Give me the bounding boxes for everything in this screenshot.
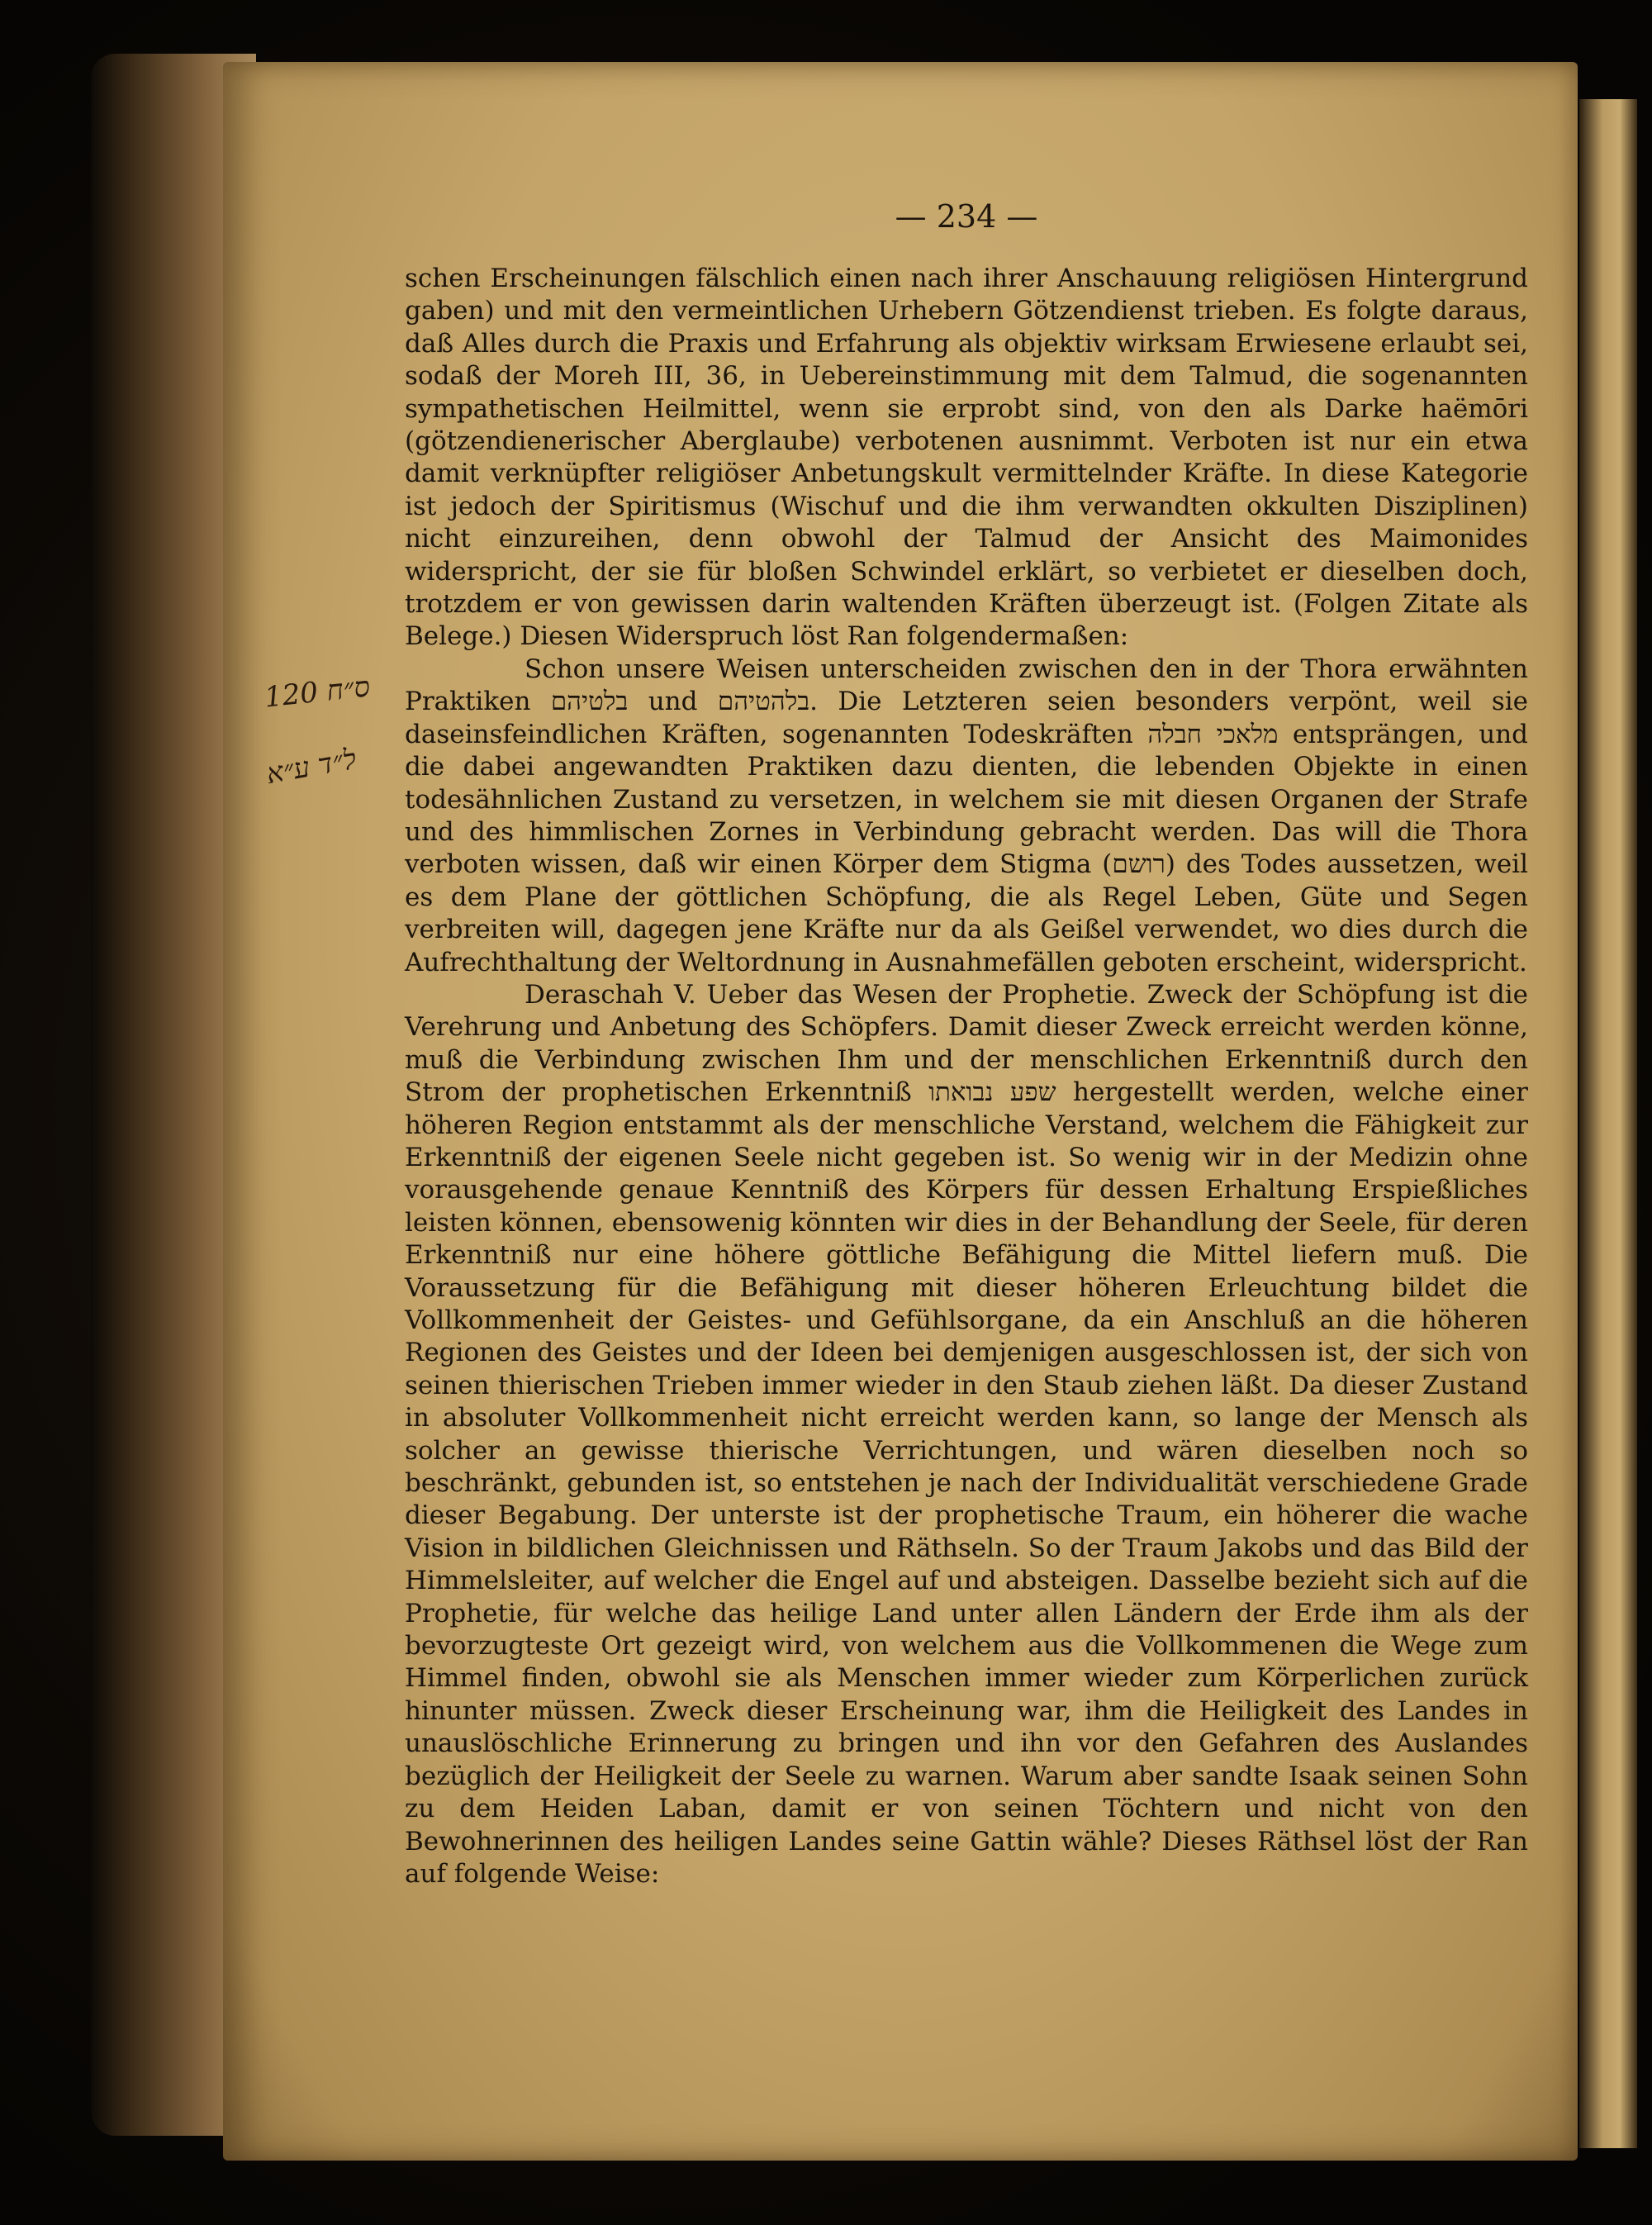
page-number: — 234 — xyxy=(895,198,1038,235)
margin-note: ל״ד ע״א xyxy=(263,742,359,792)
body-text xyxy=(405,263,1528,1890)
paragraph: Schon unsere Weisen unterscheiden zwischen den in der Thora erwähnten Praktiken בלטיהם und בלהטיהם. Die Letzteren seien besonders verpönt, weil sie daseinsfeindlichen Kräften, sogenannten Todeskräften מלאכי חבלה entsprängen, und die dabei angewandten Praktiken dazu dienten, die lebenden Objekte in einen todesähnlichen Zustand zu versetzen, in welchem sie mit diesen Organen der Strafe und des himmlischen Zornes in Verbindung gebracht werden. Das will die Thora verboten wissen, daß wir einen Körper dem Stigma (רושם) des Todes aussetzen, weil es dem Plane der göttlichen Schöpfung, die als Regel Leben, Güte und Segen verbreiten will, dagegen jene Kräfte nur da als Geißel verwendet, wo dies durch die Aufrechthaltung der Weltordnung in Ausnahmefällen geboten erscheint, widerspricht. xyxy=(405,654,1529,977)
facing-page-edge xyxy=(1579,99,1637,2148)
margin-note: ס״ח 120 xyxy=(263,670,372,715)
paragraph: Deraschah V. Ueber das Wesen der Prophetie. Zweck der Schöpfung ist die Verehrung und Anbetung des Schöpfers. Damit dieser Zweck erreicht werden könne, muß die Verbindung zwischen Ihm und der menschlichen Erkenntniß durch den Strom der prophetischen Erkenntniß שפע נבואתו hergestellt werden, welche einer höheren Region entstammt als der menschliche Verstand, welchem die Fähigkeit zur Erkenntniß der eigenen Seele nicht gegeben ist. So wenig wir in der Medizin ohne vorausgehende genaue Kenntniß des Körpers für dessen Erhaltung Erspießliches leisten können, ebensowenig könnten wir dies in der Behandlung der Seele, für deren Erkenntniß nur eine höhere göttliche Befähigung die Mittel liefern muß. Die Voraussetzung für die Befähigung mit dieser höheren Erleuchtung bildet die Vollkommenheit der Geistes- und Gefühlsorgane, da ein Anschluß an die höheren Regionen des Geistes und der Ideen bei demjenigen ausgeschlossen ist, der sich von seinen thierischen Trieben immer wieder in den Staub ziehen läßt. Da dieser Zustand in absoluter Vollkommenheit nicht erreicht werden kann, so lange der Mensch als solcher an gewisse thierische Verrichtungen, und wären dieselben noch so beschränkt, gebunden ist, so entstehen je nach der Individualität verschiedene Grade dieser Begabung. Der unterste ist der prophetische Traum, ein höherer die wache Vision in bildlichen Gleichnissen und Räthseln. So der Traum Jakobs und das Bild der Himmelsleiter, auf welcher die Engel auf und absteigen. Dasselbe bezieht sich auf die Prophetie, für welche das heilige Land unter allen Ländern der Erde ihm als der bevorzugteste Ort gezeigt wird, von welchem aus die Vollkommenen die Wege zum Himmel finden, obwohl sie als Menschen immer wieder zum Körperlichen zurück hinunter müssen. Zweck dieser Erscheinung war, ihm die Heiligkeit des Landes in unauslöschliche Erinnerung zu bringen und ihn vor den Gefahren des Auslandes bezüglich der Heiligkeit der Seele zu warnen. Warum aber sandte Isaak seinen Sohn zu dem Heiden Laban, damit er von seinen Töchtern und nicht von den Bewohnerinnen des heiligen Landes seine Gattin wähle? Dieses Räthsel löst der Ran auf folgende Weise: xyxy=(405,979,1529,1889)
paragraph: schen Erscheinungen fälschlich einen nach ihrer Anschauung religiösen Hintergrund gaben) und mit den vermeintlichen Urhebern Götzendienst trieben. Es folgte daraus, daß Alles durch die Praxis und Erfahrung als objektiv wirksam Erwiesene erlaubt sei, sodaß der Moreh III, 36, in Uebereinstimmung mit dem Talmud, die sogenannten sympathetischen Heilmittel, wenn sie erprobt sind, von den als Darke haëmōri (götzendienerischer Aberglaube) verbotenen ausnimmt. Verboten ist nur ein etwa damit verknüpfter religiöser Anbetungskult vermittelnder Kräfte. In diese Kategorie ist jedoch der Spiritismus (Wischuf und die ihm verwandten okkulten Disziplinen) nicht einzureihen, denn obwohl der Talmud der Ansicht des Maimonides widerspricht, der sie für bloßen Schwindel erklärt, so verbietet er dieselben doch, trotzdem er von gewissen darin waltenden Kräften überzeugt ist. (Folgen Zitate als Belege.) Diesen Widerspruch löst Ran folgendermaßen: xyxy=(405,264,1528,652)
